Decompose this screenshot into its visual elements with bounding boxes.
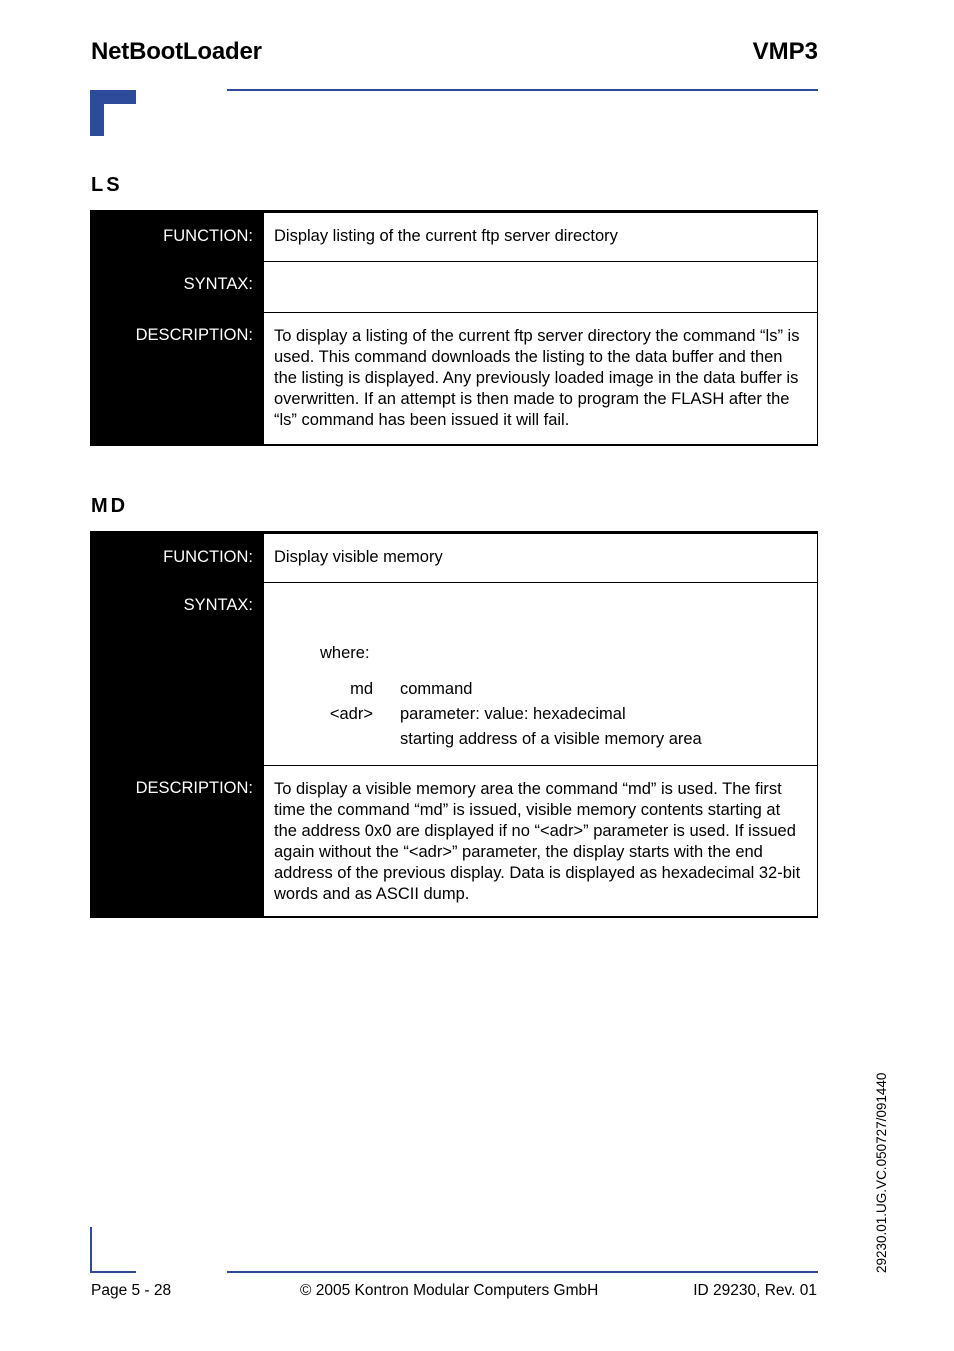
header-title-left: NetBootLoader	[91, 38, 262, 65]
header-corner-mark-vertical	[90, 90, 104, 136]
footer-doc-id: ID 29230, Rev. 01	[693, 1282, 817, 1299]
param-name	[264, 729, 373, 750]
param-desc: parameter: value: hexadecimal	[400, 705, 626, 723]
description-label: DESCRIPTION:	[90, 765, 263, 916]
syntax-label: SYNTAX:	[90, 582, 263, 765]
function-value: Display visible memory	[263, 534, 818, 582]
footer-corner-mark	[90, 1227, 92, 1273]
footer-corner-mark-horizontal	[90, 1271, 136, 1273]
section-title-md: MD	[91, 495, 129, 517]
syntax-value	[263, 261, 818, 312]
header-title-right: VMP3	[752, 38, 818, 65]
side-document-id: 29230.01.UG.VC.050727/091440	[874, 1072, 889, 1273]
param-desc: starting address of a visible memory area	[400, 730, 702, 748]
param-desc: command	[400, 680, 473, 698]
where-label: where:	[320, 644, 370, 662]
function-label: FUNCTION:	[90, 213, 263, 261]
syntax-label: SYNTAX:	[90, 261, 263, 312]
command-table-md	[90, 531, 818, 918]
footer-rule	[227, 1271, 818, 1273]
header-rule	[227, 89, 818, 91]
section-title-ls: LS	[91, 174, 123, 196]
parameter-list	[264, 679, 702, 750]
function-label: FUNCTION:	[90, 534, 263, 582]
param-name: <adr>	[329, 705, 373, 723]
footer-page-number: Page 5 - 28	[91, 1282, 172, 1299]
command-table-ls	[90, 210, 818, 446]
param-name: md	[350, 680, 373, 698]
function-value: Display listing of the current ftp server directory	[263, 213, 818, 261]
footer-copyright: © 2005 Kontron Modular Computers GmbH	[300, 1282, 599, 1299]
description-value: To display a visible memory area the command “md” is used. The first time the command “md” is issued, visible memory contents starting at the address 0x0 are displayed if no “<adr>” parameter is used. If issued again without the “<adr>” parameter, the display starts with the end address of the previous display. Data is displayed as hexadecimal 32-bit words and as ASCII dump.	[263, 765, 818, 916]
description-value: To display a listing of the current ftp server directory the command “ls” is used. This command downloads the listing to the data buffer and then the listing is displayed. Any previously loaded image in the data buffer is overwritten. If an attempt is then made to program the FLASH after the “ls” command has been issued it will fail.	[263, 312, 818, 444]
syntax-block	[263, 582, 818, 765]
description-label: DESCRIPTION:	[90, 312, 263, 444]
